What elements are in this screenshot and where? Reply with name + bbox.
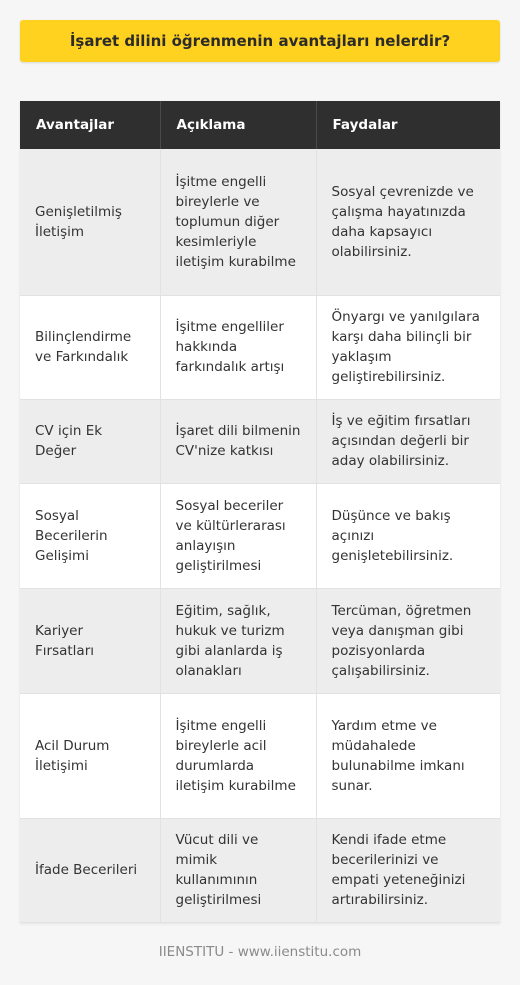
cell-advantage: İfade Becerileri: [20, 818, 160, 922]
table-row: [20, 818, 500, 922]
table-header-row: [20, 101, 500, 149]
cell-benefit: Düşünce ve bakış açınızı genişletebilirsiniz.: [316, 483, 500, 588]
table-row: [20, 149, 500, 295]
cell-description: Vücut dili ve mimik kullanımının geliştirilmesi: [160, 818, 316, 922]
table-row: [20, 588, 500, 693]
title-banner: [20, 20, 500, 62]
cell-advantage: Sosyal Becerilerin Gelişimi: [20, 483, 160, 588]
cell-advantage: Kariyer Fırsatları: [20, 588, 160, 693]
table-row: [20, 693, 500, 818]
cell-description: İşitme engelliler hakkında farkındalık artışı: [160, 295, 316, 399]
page-title: İşaret dilini öğrenmenin avantajları nelerdir?: [69, 32, 451, 50]
cell-description: Sosyal beceriler ve kültürlerarası anlayışın geliştirilmesi: [160, 483, 316, 588]
cell-advantage: Genişletilmiş İletişim: [20, 149, 160, 295]
cell-benefit: Sosyal çevrenizde ve çalışma hayatınızda daha kapsayıcı olabilirsiniz.: [316, 149, 500, 295]
cell-description: İşaret dili bilmenin CV'nize katkısı: [160, 399, 316, 483]
column-header-description: Açıklama: [160, 101, 316, 149]
cell-benefit: Kendi ifade etme becerilerinizi ve empati yeteneğinizi artırabilirsiniz.: [316, 818, 500, 922]
footer-credit: IIENSTITU - www.iienstitu.com: [158, 944, 362, 960]
table-row: [20, 295, 500, 399]
table-row: [20, 483, 500, 588]
cell-benefit: İş ve eğitim fırsatları açısından değerli bir aday olabilirsiniz.: [316, 399, 500, 483]
cell-description: İşitme engelli bireylerle ve toplumun diğer kesimleriyle iletişim kurabilme: [160, 149, 316, 295]
cell-advantage: Acil Durum İletişimi: [20, 693, 160, 818]
column-header-benefits: Faydalar: [316, 101, 500, 149]
advantages-table: [20, 101, 500, 923]
table-row: [20, 399, 500, 483]
cell-benefit: Tercüman, öğretmen veya danışman gibi pozisyonlarda çalışabilirsiniz.: [316, 588, 500, 693]
cell-description: Eğitim, sağlık, hukuk ve turizm gibi alanlarda iş olanakları: [160, 588, 316, 693]
cell-benefit: Yardım etme ve müdahalede bulunabilme imkanı sunar.: [316, 693, 500, 818]
cell-benefit: Önyargı ve yanılgılara karşı daha bilinçli bir yaklaşım geliştirebilirsiniz.: [316, 295, 500, 399]
column-header-advantages: Avantajlar: [20, 101, 160, 149]
cell-advantage: Bilinçlendirme ve Farkındalık: [20, 295, 160, 399]
cell-description: İşitme engelli bireylerle acil durumlarda iletişim kurabilme: [160, 693, 316, 818]
cell-advantage: CV için Ek Değer: [20, 399, 160, 483]
